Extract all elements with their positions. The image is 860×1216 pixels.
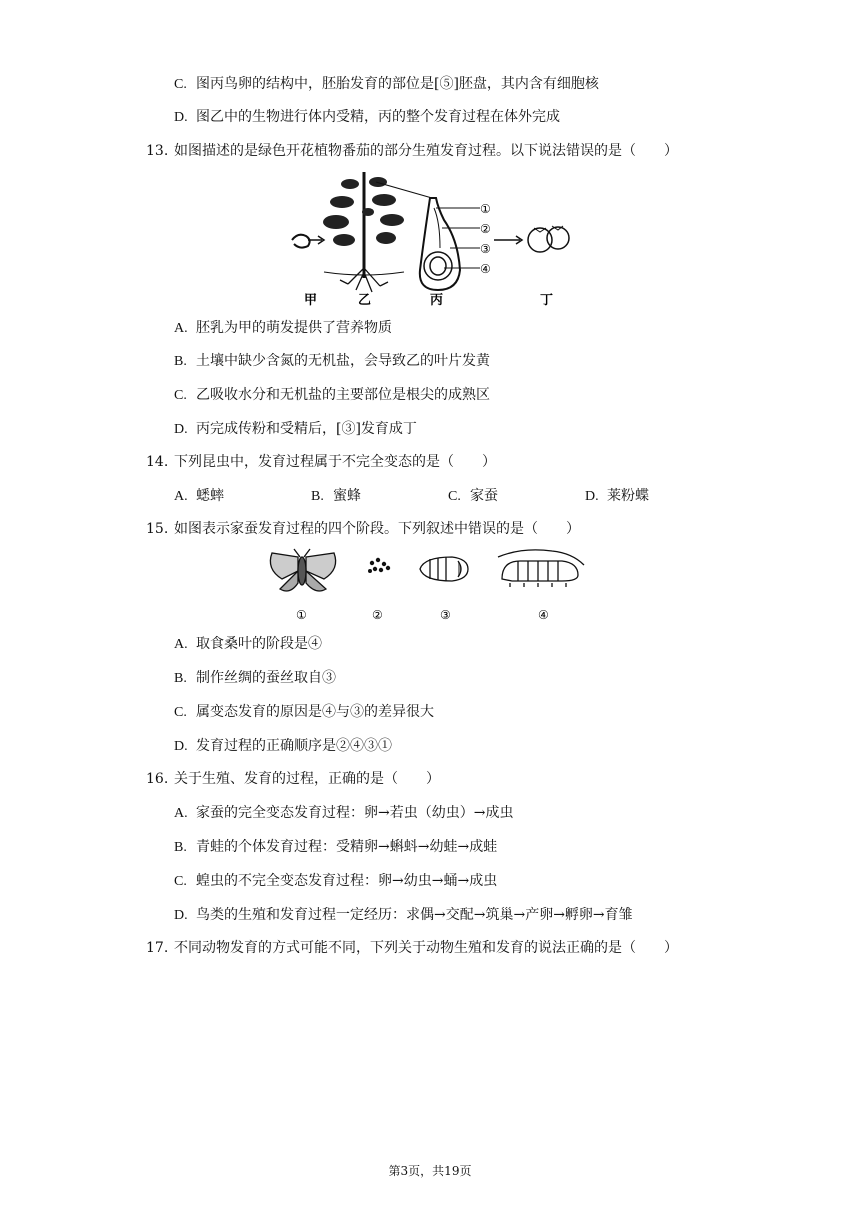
stage-label-3: ③ [440,608,451,622]
option-c [174,702,434,723]
option-letter: C. [174,874,187,889]
option-text: 图丙鸟卵的结构中，胚胎发育的部位是[⑤]胚盘，其内含有细胞核 [196,76,599,92]
option-letter: C. [174,77,187,92]
option-letter: B. [311,489,324,504]
option-letter: C. [448,489,461,504]
option-d [585,486,649,507]
option-b [311,486,361,507]
option-d [174,905,633,926]
question-stem: 关于生殖、发育的过程，正确的是（ ） [174,771,440,787]
option-a [174,803,513,824]
option-text: 鸟类的生殖和发育过程一定经历：求偶→交配→筑巢→产卵→孵卵→育雏 [196,907,633,923]
option-c [448,486,498,507]
silkworm-diagram [262,545,592,627]
question-number: 14. [146,454,169,470]
option-letter: B. [174,840,187,855]
option-a [174,486,224,507]
stage-label-4: ④ [538,608,549,622]
option-letter: A. [174,806,188,821]
option-b [174,837,497,858]
option-text: 蝗虫的不完全变态发育过程：卵→幼虫→蛹→成虫 [196,873,498,889]
option-text: 取食桑叶的阶段是④ [196,636,322,652]
callout-4: ④ [480,262,491,276]
option-letter: B. [174,671,187,686]
option-letter: D. [174,908,188,923]
question-stem: 如图表示家蚕发育过程的四个阶段。下列叙述中错误的是（ ） [174,521,580,537]
option-letter: A. [174,637,188,652]
option-text: 属变态发育的原因是④与③的差异很大 [196,704,434,720]
option-text: 莱粉蝶 [607,488,649,504]
question-stem: 下列昆虫中，发育过程属于不完全变态的是（ ） [174,454,496,470]
stage-label-2: ② [372,608,383,622]
silkworm-figure [262,545,592,627]
option-letter: D. [585,489,599,504]
question-stem: 不同动物发育的方式可能不同，下列关于动物生殖和发育的说法正确的是（ ） [174,940,678,956]
callout-2: ② [480,222,491,236]
option-c [174,871,497,892]
option-text: 家蚕的完全变态发育过程：卵→若虫（幼虫）→成虫 [196,805,514,821]
question-stem: 如图描述的是绿色开花植物番茄的部分生殖发育过程。以下说法错误的是（ ） [174,143,678,159]
option-text: 丙完成传粉和受精后，[③]发育成丁 [196,421,417,437]
option-letter: C. [174,705,187,720]
option-text: 蜜蜂 [333,488,361,504]
label-yi: 乙 [358,293,372,308]
option-a [174,634,322,655]
label-jia: 甲 [304,293,318,308]
option-text: 蟋蟀 [196,488,224,504]
option-d [174,107,560,128]
label-ding: 丁 [540,293,554,308]
option-text: 图乙中的生物进行体内受精，丙的整个发育过程在体外完成 [196,109,560,125]
label-bing: 丙 [430,293,444,308]
option-letter: C. [174,388,187,403]
option-text: 乙吸收水分和无机盐的主要部位是根尖的成熟区 [196,387,490,403]
option-letter: B. [174,354,187,369]
option-letter: A. [174,321,188,336]
option-d [174,736,392,757]
question-number: 16. [146,771,169,787]
option-d [174,419,417,440]
option-c [174,385,490,406]
option-b [174,351,490,372]
option-letter: A. [174,489,188,504]
option-text: 制作丝绸的蚕丝取自③ [196,670,336,686]
option-letter: D. [174,110,188,125]
option-text: 胚乳为甲的萌发提供了营养物质 [196,320,392,336]
callout-1: ① [480,202,491,216]
page-footer: 第3页，共19页 [388,1164,472,1178]
option-letter: D. [174,739,188,754]
question-number: 17. [146,940,169,956]
callout-3: ③ [480,242,491,256]
option-text: 家蚕 [470,488,498,504]
option-c [174,74,599,95]
option-text: 发育过程的正确顺序是②④③① [196,738,392,754]
option-text: 青蛙的个体发育过程：受精卵→蝌蚪→幼蛙→成蛙 [196,839,498,855]
question-number: 13. [146,143,169,159]
question-number: 15. [146,521,169,537]
option-a [174,318,392,339]
option-text: 土壤中缺少含氮的无机盐，会导致乙的叶片发黄 [196,353,490,369]
tomato-diagram [284,168,584,310]
stage-label-1: ① [296,608,307,622]
option-b [174,668,336,689]
tomato-figure [284,168,584,310]
option-letter: D. [174,422,188,437]
